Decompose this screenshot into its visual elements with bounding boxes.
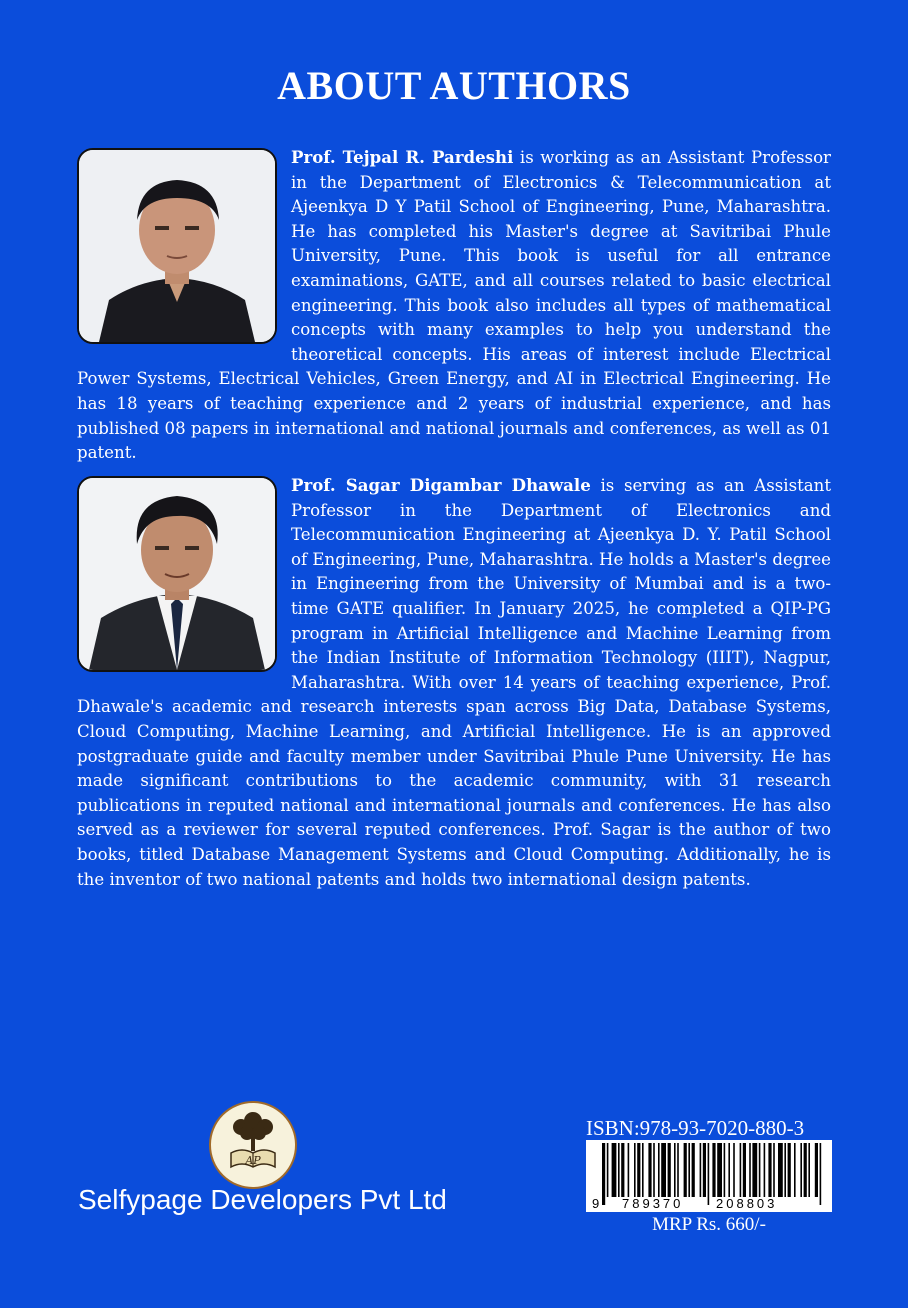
barcode-digits-right: 208803 (716, 1196, 778, 1211)
barcode-bar (703, 1143, 706, 1197)
barcode-bar (759, 1143, 761, 1197)
barcode-bar (684, 1143, 687, 1197)
barcode-bar (658, 1143, 660, 1197)
barcode-bar (653, 1143, 655, 1197)
tree-book-logo-icon (211, 1103, 295, 1187)
barcode-bar (724, 1143, 726, 1197)
author-name-2: Prof. Sagar Digambar Dhawale (291, 475, 591, 495)
barcode-digit-first: 9 (592, 1196, 601, 1211)
publisher-name: Selfypage Developers Pvt Ltd (78, 1184, 447, 1215)
barcode-bar (743, 1143, 746, 1197)
barcode-bar (602, 1143, 605, 1205)
isbn-label: ISBN:978-93-7020-880-3 (586, 1116, 805, 1140)
author-photo-2 (77, 476, 277, 672)
author-bio-1 (77, 145, 831, 466)
barcode-bar (749, 1143, 751, 1197)
author-bio-2 (77, 473, 831, 892)
barcode-bar (784, 1143, 786, 1197)
barcode-bar (768, 1143, 771, 1197)
page-title: ABOUT AUTHORS (277, 63, 631, 108)
barcode-bar (648, 1143, 651, 1197)
author-bio-text-1: is working as an Assistant Professor in the Department of Electronics & Telecommunication at Ajeenkya D Y Patil School of Engineering, Pune, Maharashtra. He has completed his Master's degree at Savitribai Phule University, Pune. This book is useful for all entrance examinations, GATE, and all courses related to basic electrical engineering. This book also includes all types of mathematical concepts with many examples to help you understand the theoretical concepts. His areas of interest include Electrical Power Systems, Electrical Vehicles, Green Energy, and AI in Electrical Engineering. He has 18 years of teaching experience and 2 years of industrial experience, and has published 08 papers in international and national journals and conferences, as well as 01 patent. (77, 148, 831, 463)
barcode-bar (788, 1143, 791, 1197)
barcode-digits-left: 789370 (622, 1196, 684, 1211)
barcode-bar (773, 1143, 775, 1197)
author-1-portrait-icon (79, 150, 275, 342)
barcode-bar (628, 1143, 630, 1197)
barcode-bar (800, 1143, 802, 1197)
barcode-bar (728, 1143, 730, 1197)
barcode-bar (674, 1143, 676, 1197)
barcode-bar (612, 1143, 617, 1197)
barcode-bar (637, 1143, 640, 1197)
publisher-logo (209, 1101, 297, 1189)
barcode-bar (621, 1143, 624, 1197)
author-photo-1 (77, 148, 277, 344)
barcode-bar (700, 1143, 702, 1197)
barcode-bar (668, 1143, 671, 1197)
barcode-bar (764, 1143, 766, 1197)
barcode-bar (794, 1143, 796, 1197)
barcode-bar (677, 1143, 679, 1197)
author-bio-text-2: is serving as an Assistant Professor in the Department of Electronics and Telecommunication Engineering at Ajeenkya D. Y. Patil School of Engineering, Pune, Maharashtra. He holds a Master's degree in Engineering from the University of Mumbai and is a two-time GATE qualifier. In January 2025, he completed a QIP-PG program in Artificial Intelligence and Machine Learning from the Indian Institute of Information Technology (IIIT), Nagpur, Maharashtra. With over 14 years of teaching experience, Prof. Dhawale's academic and research interests span across Big Data, Database Systems, Cloud Computing, Machine Learning, and Artificial Intelligence. He is an approved postgraduate guide and faculty member under Savitribai Phule Pune University. He has made significant contributions to the academic community, with 31 research publications in reputed national and international journals and conferences. He has also served as a reviewer for several reputed conferences. Prof. Sagar is the author of two books, titled Database Management Systems and Cloud Computing. Additionally, he is the inventor of two national patents and holds two international design patents. (77, 476, 831, 889)
barcode-bar (642, 1143, 644, 1197)
barcode-bar (717, 1143, 722, 1197)
barcode-bar (804, 1143, 807, 1197)
author-2-portrait-icon (79, 478, 275, 670)
barcode-bar (778, 1143, 783, 1197)
barcode-bar (661, 1143, 666, 1197)
author-name-1: Prof. Tejpal R. Pardeshi (291, 147, 514, 167)
barcode-bar (712, 1143, 715, 1197)
barcode-bar (820, 1143, 822, 1205)
barcode-bar (733, 1143, 735, 1197)
barcode-bar (740, 1143, 742, 1197)
barcode-bar (688, 1143, 690, 1197)
barcode-bar (752, 1143, 757, 1197)
isbn-barcode (586, 1140, 832, 1212)
barcode-bar (808, 1143, 810, 1197)
barcode-bar (815, 1143, 818, 1197)
price-label: MRP Rs. 660/- (652, 1214, 766, 1235)
svg-text:AP: AP (245, 1154, 261, 1167)
barcode-bar (618, 1143, 620, 1197)
barcode-bar (607, 1143, 609, 1197)
barcode-bar (708, 1143, 710, 1205)
barcode-bar (692, 1143, 695, 1197)
barcode-bar (634, 1143, 636, 1197)
